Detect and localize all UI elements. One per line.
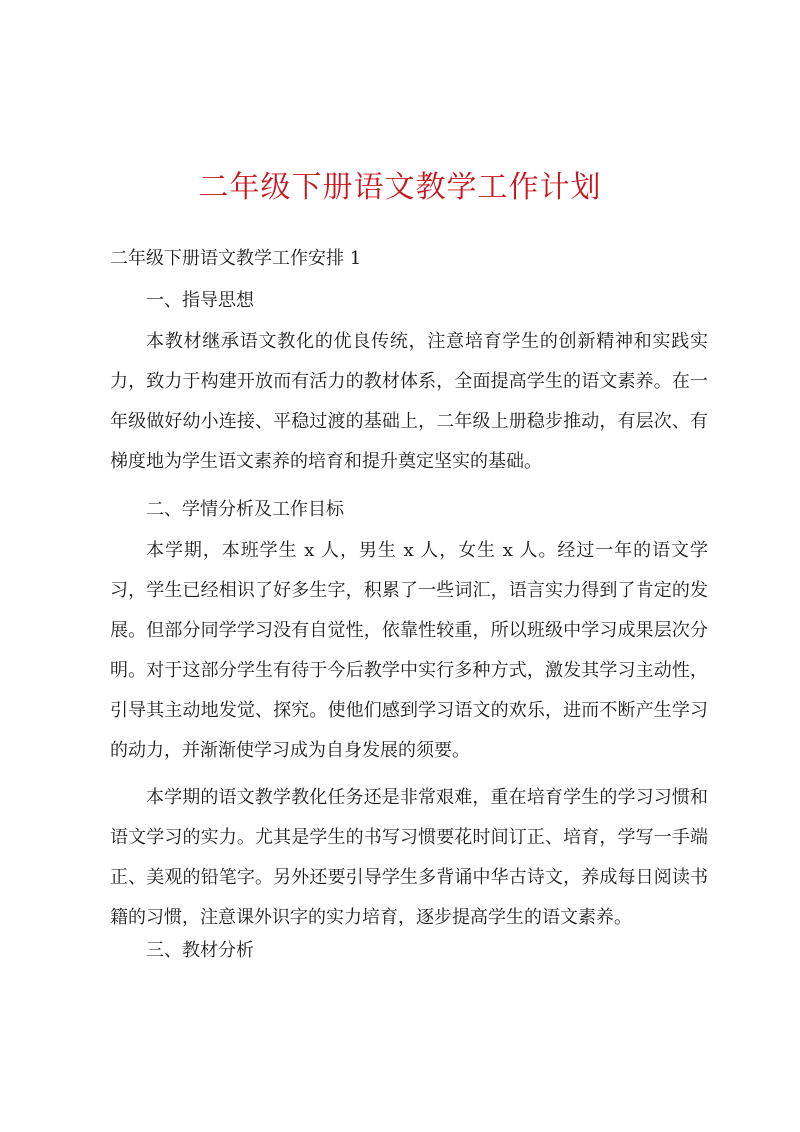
paragraph-guiding-ideology: 本教材继承语文教化的优良传统，注意培育学生的创新精神和实践实力，致力于构建开放而有活力的教材体系，全面提高学生的语文素养。在一年级做好幼小连接、平稳过渡的基础上，二年级上册稳步推动，有层次、有梯度地为学生语文素养的培育和提升奠定坚实的基础。 — [110, 331, 708, 472]
paragraph-teaching-tasks: 本学期的语文教学教化任务还是非常艰难，重在培育学生的学习习惯和语文学习的实力。尤其是学生的书写习惯要花时间订正、培育，学写一手端正、美观的铅笔字。另外还要引导学生多背诵中华古诗文，养成每日阅读书籍的习惯，注意课外识字的实力培育，逐步提高学生的语文素养。 — [110, 787, 708, 928]
section-heading-guiding-ideology: 一、指导思想 — [146, 290, 254, 311]
document-title: 二年级下册语文教学工作计划 — [198, 170, 602, 205]
section-heading-textbook-analysis: 三、教材分析 — [146, 940, 254, 961]
section-heading-learning-analysis: 二、学情分析及工作目标 — [146, 499, 344, 520]
paragraph-learning-analysis: 本学期，本班学生 x 人，男生 x 人，女生 x 人。经过一年的语文学习，学生已经相识了好多生字，积累了一些词汇，语言实力得到了肯定的发展。但部分同学学习没有自觉性，依靠性较重，所以班级中学习成果层次分明。对于这部分学生有待于今后教学中实行多种方式，激发其学习主动性，引导其主动地发觉、探究。使他们感到学习语文的欢乐，进而不断产生学习的动力，并渐渐使学习成为自身发展的须要。 — [110, 540, 708, 761]
document-subtitle: 二年级下册语文教学工作安排 1 — [110, 248, 362, 269]
